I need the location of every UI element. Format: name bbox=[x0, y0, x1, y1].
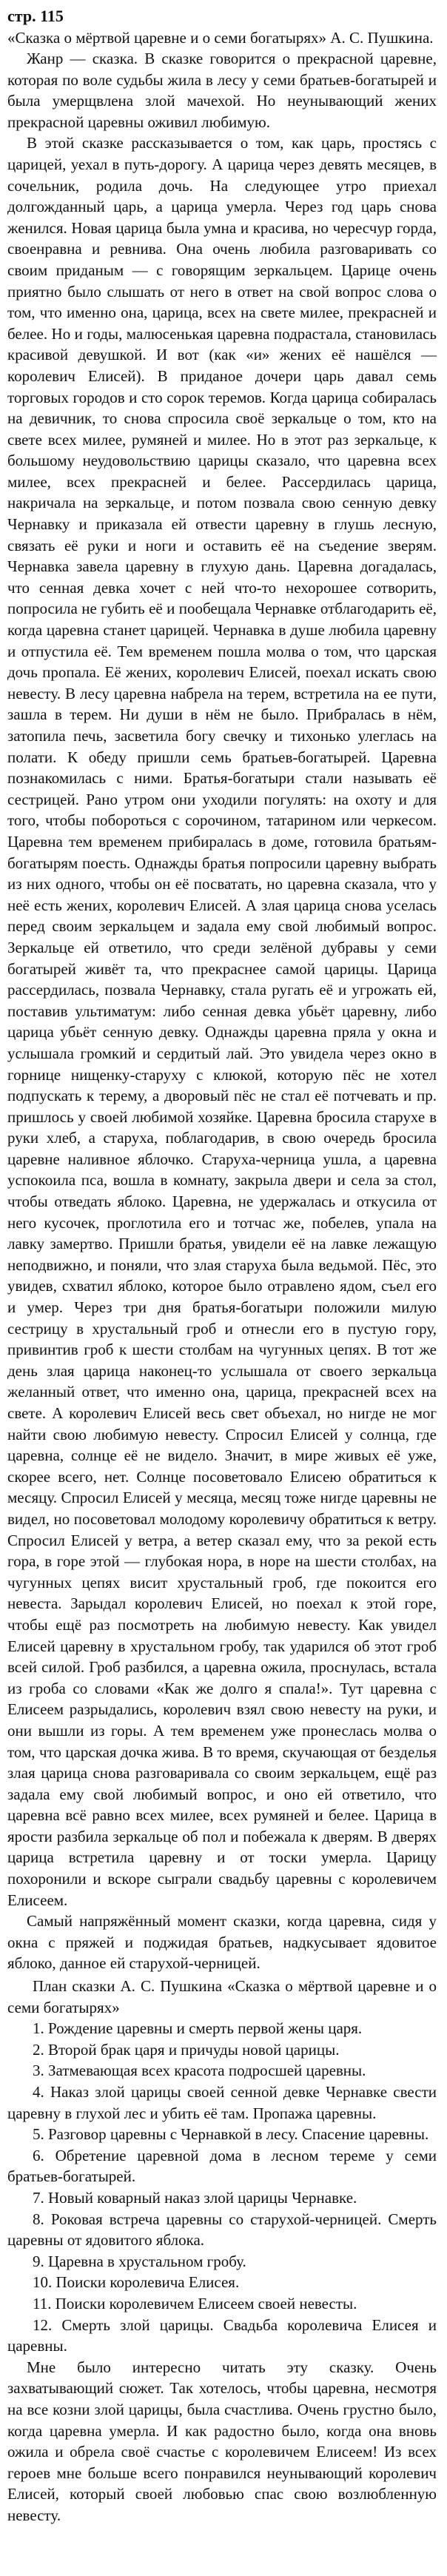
plan-item: 1. Рождение царевны и смерть первой жены царя. bbox=[33, 2019, 363, 2038]
page-number: стр. 115 bbox=[7, 7, 64, 25]
plan-item: 6. Обретение царевной дома в лесном тереме у семи братьев-богатырей. bbox=[7, 2146, 437, 2186]
plan-item: 2. Второй брак царя и причуды новой царицы. bbox=[33, 2040, 340, 2059]
plan-item: 5. Разговор царевны с Чернавкой в лесу. Спасение царевны. bbox=[33, 2125, 429, 2144]
genre-paragraph: Жанр — сказка. В сказке говорится о прекрасной царевне, которая по воле судьбы жила в лесу у семи братьев-богатырей и была умерщвлена злой мачехой. Но неунывающий жених прекрасной царевны оживил любимую. bbox=[7, 50, 437, 131]
plan-item: 12. Смерть злой царицы. Свадьба королевича Елисея и царевны. bbox=[7, 2315, 437, 2355]
plan-title: План сказки А. С. Пушкина «Сказка о мёртвой царевне и о семи богатырях» bbox=[7, 1977, 437, 2016]
plan-item: 3. Затмевающая всех красота подросшей царевны. bbox=[33, 2062, 366, 2080]
plan-item: 10. Поиски королевича Елисея. bbox=[33, 2273, 240, 2292]
plan-list bbox=[7, 2018, 437, 2357]
closing-paragraph: Мне было интересно читать эту сказку. Очень захватывающий сюжет. Так хотелось, чтобы царевна, несмотря на все козни злой царицы, была счастлива. Очень грустно было, когда царевна умерла. И как радостно было, когда она вновь ожила и обрела своё счастье с королевичем Елисеем! Из всех героев мне больше всего понравился неунывающий королевич Елисей, который своей любовью спас свою возлюбленную невесту. bbox=[7, 2358, 437, 2524]
plan-item: 11. Поиски королевичем Елисеем своей невесты. bbox=[33, 2294, 357, 2312]
document-title: «Сказка о мёртвой царевне и о семи богатырях» А. С. Пушкина. bbox=[7, 29, 434, 47]
plan-item: 7. Новый коварный наказ злой царицы Чернавке. bbox=[33, 2188, 357, 2207]
summary-paragraph: В этой сказке рассказывается о том, как царь, простясь с царицей, уехал в путь-дорогу. А царица через девять месяцев, в сочельник, родила дочь. На следующее утро приехал долгожданный царь, а царица умерла. Через год царь снова женился. Новая царица была умна и красива, но чересчур горда, своенравна и ревнива. Она очень любила разговаривать со своим приданым — с говорящим зеркальцем. Царице очень приятно было слышать от него в ответ на свой вопрос слова о том, что именно она, царица, всех на свете милее, прекрасней и белее. Но и годы, малюсенькая царевна подрастала, становилась красивой девушкой. И вот (как «и» жених её нашёлся — королевич Елисей). В приданое дочери царь давал семь торговых городов и сто сорок теремов. Когда царица собиралась на девичник, то снова спросила своё зеркальце о том, кто на свете всех милее, румяней и милее. Но в этот раз зеркальце, к большому неудовольствию царицы сказало, что царевна всех милее, всех прекрасней и белее. Рассердилась царица, накричала на зеркальце, и потом позвала свою сенную девку Чернавку и приказала ей отвести царевну в глушь лесную, связать её руки и ноги и оставить её на съедение зверям. Чернавка завела царевну в глухую дань. Царевна догадалась, что сенная девка хочет с ней что-то нехорошее сотворить, попросила не губить её и пообещала Чернавке отблагодарить её, когда царевна станет царицей. Чернавка в душе любила царевну и отпустила её. Тем временем пошла молва о том, что царская дочь пропала. Её жених, королевич Елисей, поехал искать свою невесту. В лесу царевна набрела на терем, встретила на ее пути, зашла в терем. Ни души в нём не было. Прибралась в нём, затопила печь, засветила богу свечку и тихонько улеглась на полати. К обеду пришли семь братьев-богатырей. Царевна познакомилась с ними. Братья-богатыри стали называть её сестрицей. Рано утром они уходили погулять: на охоту и для того, чтобы побороться с сорочином, татарином или черкесом. Царевна тем временем прибиралась в доме, готовила братьям-богатырям поесть. Однажды братья попросили царевну выбрать из них одного, чтобы он её посватать, но царевна сказала, что у неё есть жених, королевич Елисей. А злая царица снова уселась перед своим зеркальцем и задала ему свой любимый вопрос. Зеркальце ей ответило, что среди зелёной дубравы у семи богатырей живёт та, что прекраснее самой царицы. Царица рассердилась, позвала Чернавку, стала ругать её и угрожать ей, поставив ультиматум: либо сенная девка убьёт царевну, либо царица убьёт сенную девку. Однажды царевна пряла у окна и услышала громкий и сердитый лай. Это увидела через окно в горнице нищенку-старуху с клюкой, которую пёс не хотел подпускать к терему, а дворовый пёс не стал её потчевать и пр. пришлось у своей любимой хозяйке. Царевна бросила старухе в руки хлеб, а старуха, поблагодарив, в свою очередь бросила царевне наливное яблочко. Старуха-черница ушла, а царевна успокоила пса, вошла в комнату, закрыла двери и села за стол, чтобы отведать яблоко. Царевна, не удержалась и откусила от него кусочек, проглотила его и тотчас же, побелев, упала на лавку замертво. Пришли братья, увидели её на лавке лежащую неподвижно, и поняли, что злая старуха была ведьмой. Пёс, это увидев, схватил яблоко, которое было отравлено ядом, съел его и умер. Через три дня братья-богатыри положили милую сестрицу в хрустальный гроб и отнесли его в пустую гору, привинтив гроб к шести столбам на чугунных цепях. В тот же день злая царица наконец-то услышала от своего зеркальца желанный ответ, что именно она, царица, прекрасней всех на свете. А королевич Елисей весь свет объехал, но нигде не мог найти свою любимую невесту. Спросил Елисей у солнца, где царевна, солнце её не видело. Значит, в мире живых её уже, скорее всего, нет. Солнце посоветовало Елисею обратиться к месяцу. Спросил Елисей у месяца, месяц тоже нигде царевны не видел, но посоветовал молодому королевичу обратиться к ветру. Спросил Елисей у ветра, а ветер сказал ему, что за рекой есть гора, в горе этой — глубокая нора, в норе на шести столбах, на чугунных цепях висит хрустальный гроб, где покоится его невеста. Зарыдал королевич Елисей, но поехал к этой горе, чтобы ещё раз посмотреть на любимую невесту. Как увидел Елисей царевну в хрустальном гробу, так ударился об этот гроб всей силой. Гроб разбился, а царевна ожила, проснулась, встала из гроба со словами «Как же долго я спала!». Тут царевна с Елисеем разрыдались, королевич взял свою невесту на руки, и они вышли из горы. А тем временем уже пронеслась молва о том, что царская дочка жива. В то время, скучающая от безделья злая царица снова разговаривала со своим зеркальцем, ещё раз задала ему свой любимый вопрос, и оно ей ответило, что царевна всё равно всех милее, всех румяней и белее. Царица в ярости разбила зеркальце об пол и побежала к дверям. В дверях царица встретила царевну и от тоски умерла. Царицу похоронили и вскоре сыграли свадьбу царевны с королевичем Елисеем. bbox=[7, 134, 437, 1909]
plan-item: 4. Наказ злой царицы своей сенной девке Чернавке свести царевну в глухой лес и убить её там. Пропажа царевны. bbox=[7, 2083, 437, 2122]
climax-paragraph: Самый напряжённый момент сказки, когда царевна, сидя у окна с пряжей и поджидая братьев, надкусывает ядовитое яблоко, данное ей старухой-черницей. bbox=[7, 1912, 437, 1973]
plan-item: 9. Царевна в хрустальном гробу. bbox=[33, 2252, 246, 2270]
plan-item: 8. Роковая встреча царевны со старухой-черницей. Смерть царевны от ядовитого яблока. bbox=[7, 2210, 437, 2250]
